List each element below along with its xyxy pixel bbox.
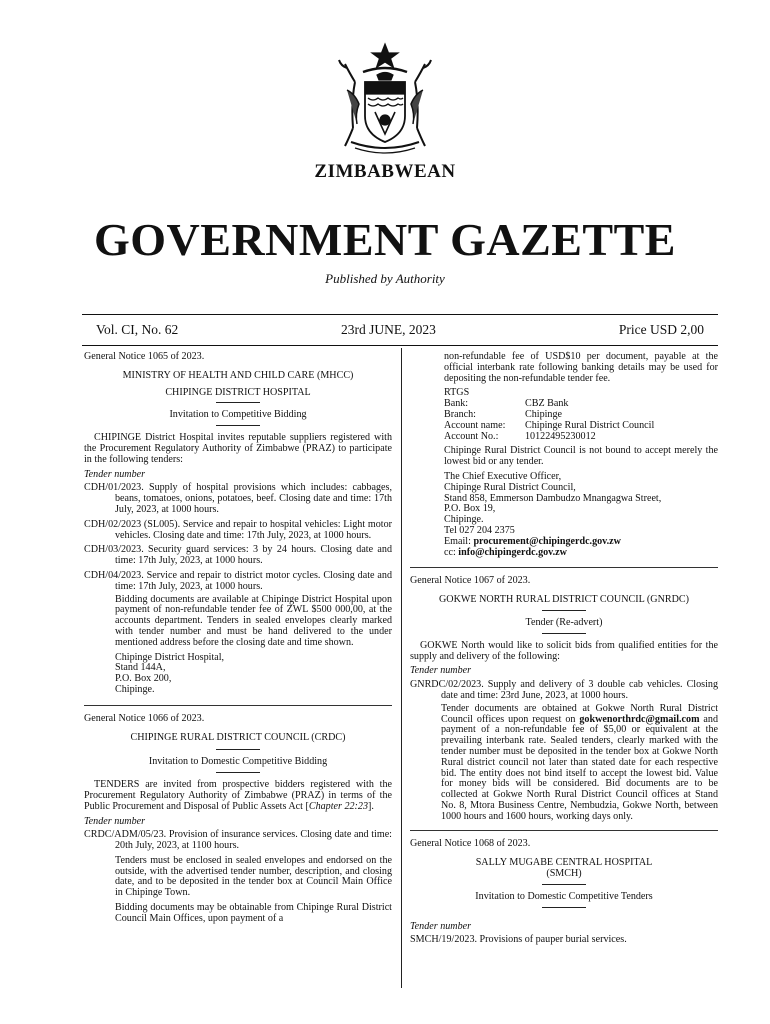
section-divider: [84, 705, 392, 706]
notice-number: General Notice 1066 of 2023.: [84, 712, 205, 724]
notice-number: General Notice 1067 of 2023.: [410, 575, 531, 587]
act-chapter: Chapter 22:23: [308, 800, 369, 812]
tender-item: CDH/01/2023. Supply of hospital provisions which includes: cabbages, beans, tomatoes, onions, potatoes, beef. Closing date and time: 17th July, 2023, at 1000 hours.: [84, 482, 392, 515]
tender-label: Tender number: [410, 665, 472, 677]
notice-entity: CHIPINGE RURAL DISTRICT COUNCIL (CRDC): [130, 731, 346, 743]
notice-intro: [84, 780, 392, 812]
cc-label: cc:: [444, 546, 459, 558]
address-line: Stand 144A,: [115, 662, 166, 674]
email-label: Email:: [444, 535, 474, 547]
bidding-documents-continued: non-refundable fee of USD$10 per document, payable at the official interbank rate following banking details may be used for depositing the non-refundable tender fee.: [444, 351, 718, 384]
bank-value: 10122495230012: [525, 430, 596, 442]
bank-detail: [444, 421, 718, 432]
sealed-instructions: Tenders must be enclosed in sealed envelopes and endorsed on the outside, with the advertised tender number, description, and closing date, and to be deposited in the tender box at Council Main Office in Chipinge Town.: [115, 854, 392, 899]
address-line: P.O. Box 200,: [115, 673, 172, 685]
docs-text-end: and payment of a non-refundable fee of $5,00 or equivalent at the prevailing interbank rate. Sealed tenders, clearly marked with the tender number must be deposited in the tender box at Gokwe North Rural district council not later than stated date for each respective bid. The entity does not bind itself to accept the lowest bid. Value for money bids will be considered. Bid documents are to be collected at Gokwe North Rural District Council offices at Stand No. 8, Mtora Business Centre, Nembudzia, Gokwe North, between 1000 hours and 1600 hours, working days only.: [441, 713, 718, 822]
tender-documents: [410, 704, 718, 823]
divider: [542, 633, 586, 634]
docs-text: Tender documents are obtained at Gokwe North Rural District Council offices upon request on: [441, 702, 718, 725]
divider: [542, 610, 586, 611]
contact-line: Tel 027 204 2375: [444, 524, 515, 536]
email-link[interactable]: procurement@chipingerdc.gov.zw: [473, 535, 621, 547]
issue-line: [82, 314, 718, 346]
bank-value: Chipinge Rural District Council: [525, 419, 655, 431]
bank-key: Account name:: [444, 419, 506, 431]
notice-entity-abbrev: (SMCH): [546, 868, 582, 880]
notice-subtitle: Tender (Re-advert): [525, 616, 603, 628]
notice-subtitle: Invitation to Competitive Bidding: [169, 409, 307, 421]
gazette-authority: Published by Authority: [325, 271, 445, 286]
tender-label: Tender number: [84, 815, 146, 827]
bank-key: Bank:: [444, 398, 469, 410]
intro-text-end: ].: [368, 800, 374, 812]
not-bound-statement: Chipinge Rural District Council is not bound to accept merely the lowest bid or any tender.: [444, 445, 718, 468]
notice-number: General Notice 1068 of 2023.: [410, 838, 531, 850]
bank-key: Branch:: [444, 408, 476, 420]
cc-line: [444, 548, 718, 559]
bidding-documents: Bidding documents may be obtainable from Chipinge Rural District Council Main Offices, upon payment of a: [115, 903, 392, 924]
section-divider: [410, 567, 718, 568]
bank-detail: [444, 399, 718, 410]
bidding-documents: Bidding documents are available at Chipinge District Hospital upon payment of non-refundable tender fee of ZWL $500 000,00, at the accounts department. Tenders in sealed envelopes clearly marked with tender number and must be hand delivered to the under mentioned address before the closing date and time shown.: [115, 593, 392, 648]
notice-entity: GOKWE NORTH RURAL DISTRICT COUNCIL (GNRDC): [439, 594, 689, 606]
divider: [542, 907, 586, 908]
address-line: Chipinge.: [115, 683, 155, 695]
divider: [216, 425, 260, 426]
tender-item: CDH/03/2023. Security guard services: 3 by 24 hours. Closing date and time: 17th July, 2023, at 1000 hours.: [84, 544, 392, 567]
rtgs-label: RTGS: [444, 387, 470, 399]
cc-email-link[interactable]: info@chipingerdc.gov.zw: [458, 546, 567, 558]
left-column: [84, 352, 392, 929]
contact-line: Chipinge Rural District Council,: [444, 481, 576, 493]
address-line: Chipinge District Hospital,: [115, 651, 225, 663]
docs-email-link[interactable]: gokwenorthrdc@gmail.com: [579, 713, 700, 725]
tender-label: Tender number: [84, 468, 146, 480]
notice-entity: CHIPINGE DISTRICT HOSPITAL: [165, 386, 311, 398]
column-divider: [401, 348, 402, 988]
crdc-continued: [410, 352, 718, 558]
notice-entity: SALLY MUGABE CENTRAL HOSPITAL: [475, 857, 653, 869]
contact-line: Stand 858, Emmerson Dambudzo Mnangagwa Street,: [444, 492, 662, 504]
divider: [542, 884, 586, 885]
tender-item: CDH/04/2023. Service and repair to district motor cycles. Closing date and time: 17th July, 2023, at 1000 hours.: [84, 569, 392, 592]
contact-address: [444, 472, 718, 558]
notice-subtitle: Invitation to Domestic Competitive Bidding: [148, 756, 328, 768]
divider: [216, 772, 260, 773]
tender-item: SMCH/19/2023. Provisions of pauper burial services.: [410, 934, 627, 946]
notice-intro: CHIPINGE District Hospital invites reputable suppliers registered with the Procurement Regulatory Authority of Zimbabwe (PRAZ) to participate in the following tenders:: [84, 432, 392, 465]
intro-text: TENDERS are invited from prospective bidders registered with the Procurement Regulatory Authority of Zimbabwe (PRAZ) in terms of the Public Procurement and Disposal of Public Assets Act [: [84, 779, 392, 812]
issue-price: Price USD 2,00: [618, 322, 704, 337]
tender-item: CDH/02/2023 (SL005). Service and repair to hospital vehicles: Light motor vehicles. Closing date and time: 17th July, 2023, at 1000 hours.: [84, 518, 392, 541]
section-divider: [410, 830, 718, 831]
notice-number: General Notice 1065 of 2023.: [84, 351, 205, 362]
tender-item: GNRDC/02/2023. Supply and delivery of 3 double cab vehicles. Closing date and time: 23rd June, 2023, at 1000 hours.: [410, 679, 718, 701]
divider: [216, 749, 260, 750]
bank-key: Account No.:: [444, 430, 499, 442]
hospital-address: [84, 653, 392, 696]
divider: [216, 402, 260, 403]
tender-label: Tender number: [410, 920, 472, 932]
right-column: [410, 352, 718, 950]
notice-subtitle: Invitation to Domestic Competitive Tenders: [475, 890, 653, 902]
notice-intro: GOKWE North would like to solicit bids from qualified entities for the supply and delivery of the following:: [410, 639, 718, 662]
contact-line: Chipinge.: [444, 514, 484, 526]
gazette-title: GOVERNMENT GAZETTE: [94, 214, 676, 265]
bank-value: Chipinge: [525, 408, 563, 420]
bank-detail: [444, 432, 718, 443]
bank-value: CBZ Bank: [525, 398, 569, 410]
contact-line: P.O. Box 19,: [444, 503, 496, 515]
issue-volume: Vol. CI, No. 62: [96, 322, 179, 337]
contact-line: The Chief Executive Officer,: [444, 470, 562, 482]
notice-ministry: MINISTRY OF HEALTH AND CHILD CARE (MHCC): [122, 369, 354, 381]
tender-item: CRDC/ADM/05/23. Provision of insurance services. Closing date and time: 20th July, 2023, at 1100 hours.: [84, 829, 392, 852]
coat-of-arms-icon: [325, 42, 445, 158]
gazette-country: ZIMBABWEAN: [314, 161, 456, 182]
issue-date: 23rd JUNE, 2023: [341, 322, 436, 337]
